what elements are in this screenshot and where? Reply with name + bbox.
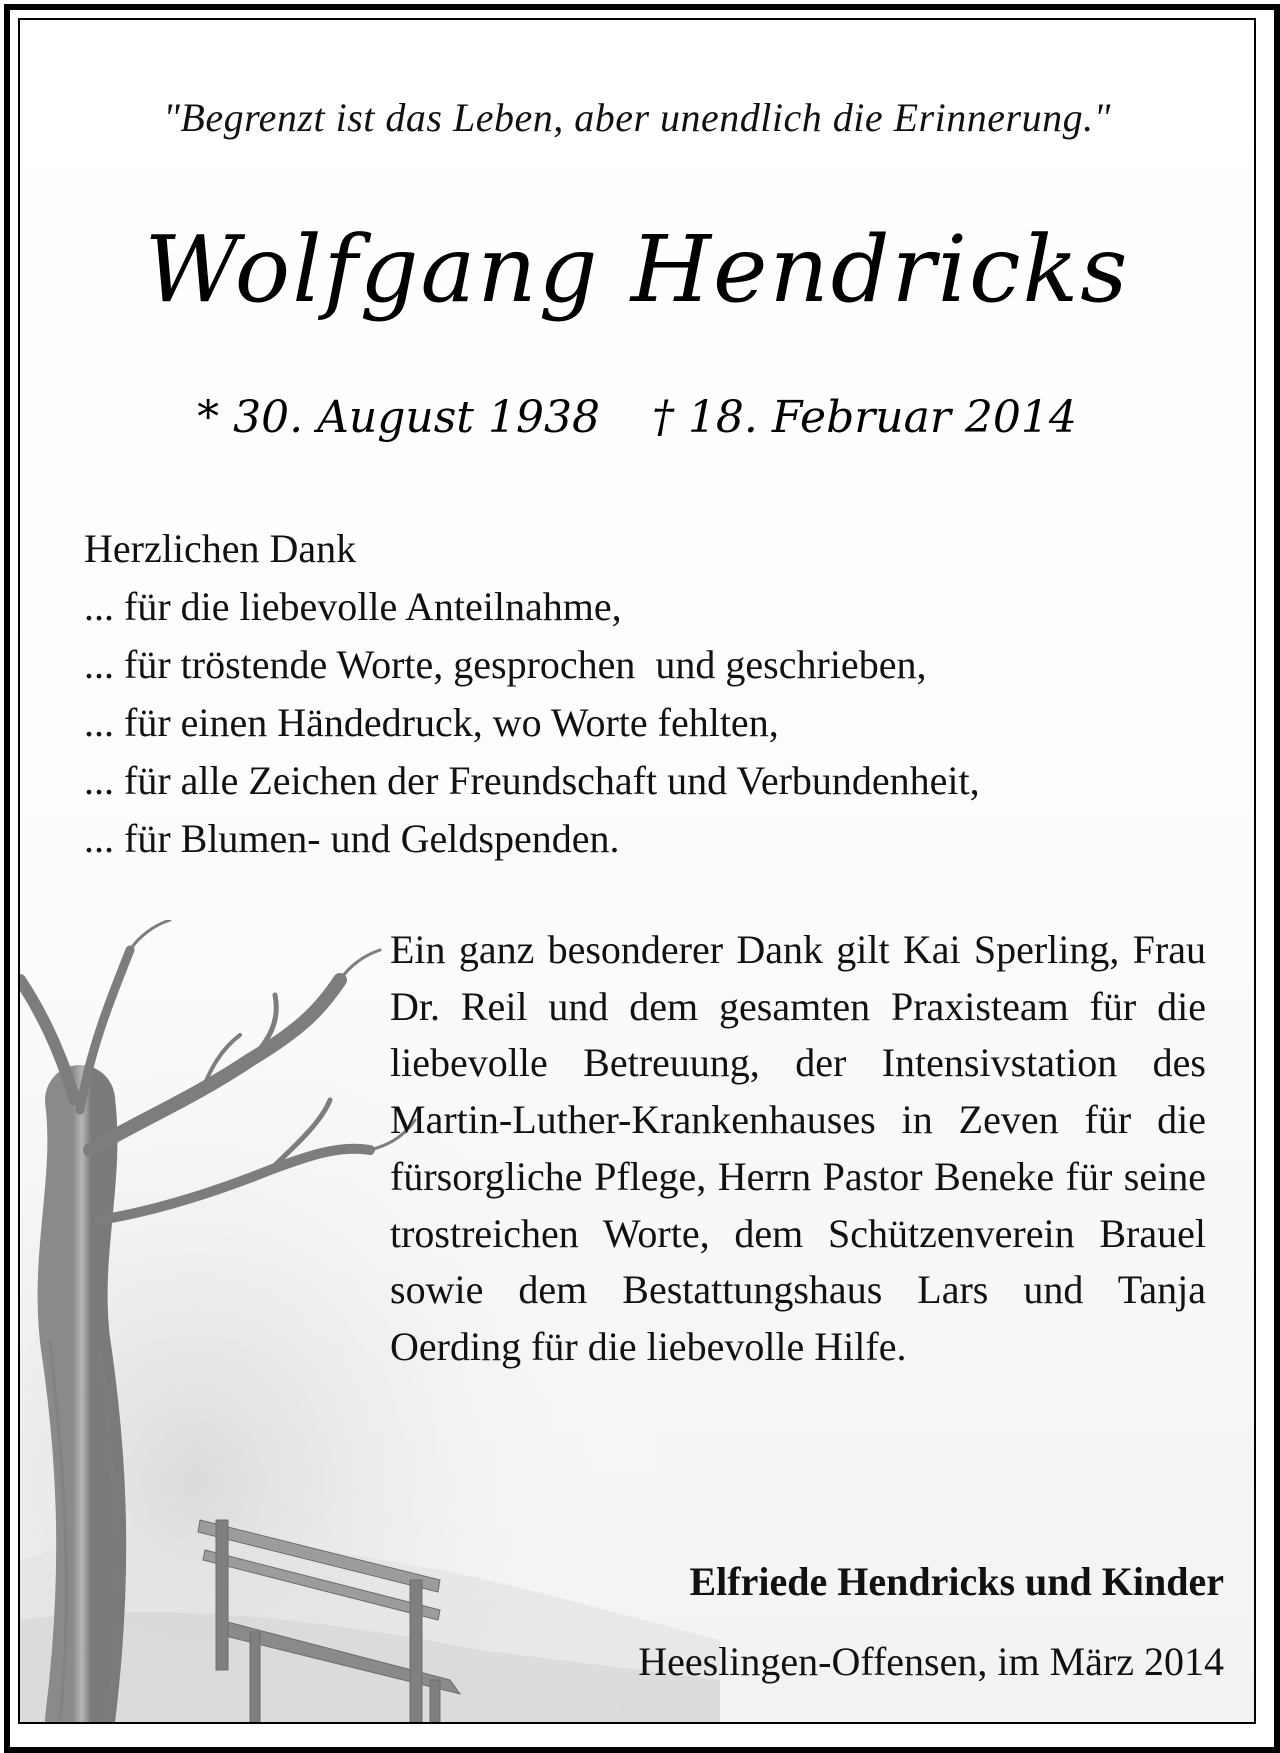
memorial-quote: "Begrenzt ist das Leben, aber unendlich die Erinnerung.": [163, 95, 1111, 140]
thanks-line: ... für Blumen- und Geldspenden.: [84, 816, 620, 861]
birth-date: * 30. August 1938: [197, 392, 600, 443]
thanks-line: ... für einen Händedruck, wo Worte fehlten,: [84, 700, 779, 745]
thanks-line: ... für die liebevolle Anteilnahme,: [84, 584, 622, 629]
deceased-name: Wolfgang Hendricks: [144, 216, 1130, 323]
signature: Elfriede Hendricks und Kinder: [689, 1559, 1224, 1604]
thanks-section: [84, 520, 1224, 868]
thanks-line: ... für tröstende Worte, gesprochen und geschrieben,: [84, 642, 927, 687]
special-thanks-paragraph: Ein ganz besonderer Dank gilt Kai Sperling, Frau Dr. Reil und dem gesamten Praxisteam für die liebevolle Betreuung, der Intensivstation des Martin-Luther-Krankenhauses in Zeven für die fürsorgliche Pflege, Herrn Pastor Beneke für seine trostreichen Worte, dem Schützenverein Brauel sowie dem Bestattungshaus Lars und Tanja Oerding für die liebevolle Hilfe.: [390, 927, 1206, 1369]
thanks-heading: Herzlichen Dank: [84, 526, 357, 571]
thanks-line: ... für alle Zeichen der Freundschaft und Verbundenheit,: [84, 758, 980, 803]
death-date: † 18. Februar 2014: [651, 392, 1077, 443]
life-dates: [20, 392, 1254, 443]
obituary-notice: [18, 18, 1256, 1724]
place-and-date: Heeslingen-Offensen, im März 2014: [638, 1639, 1224, 1684]
